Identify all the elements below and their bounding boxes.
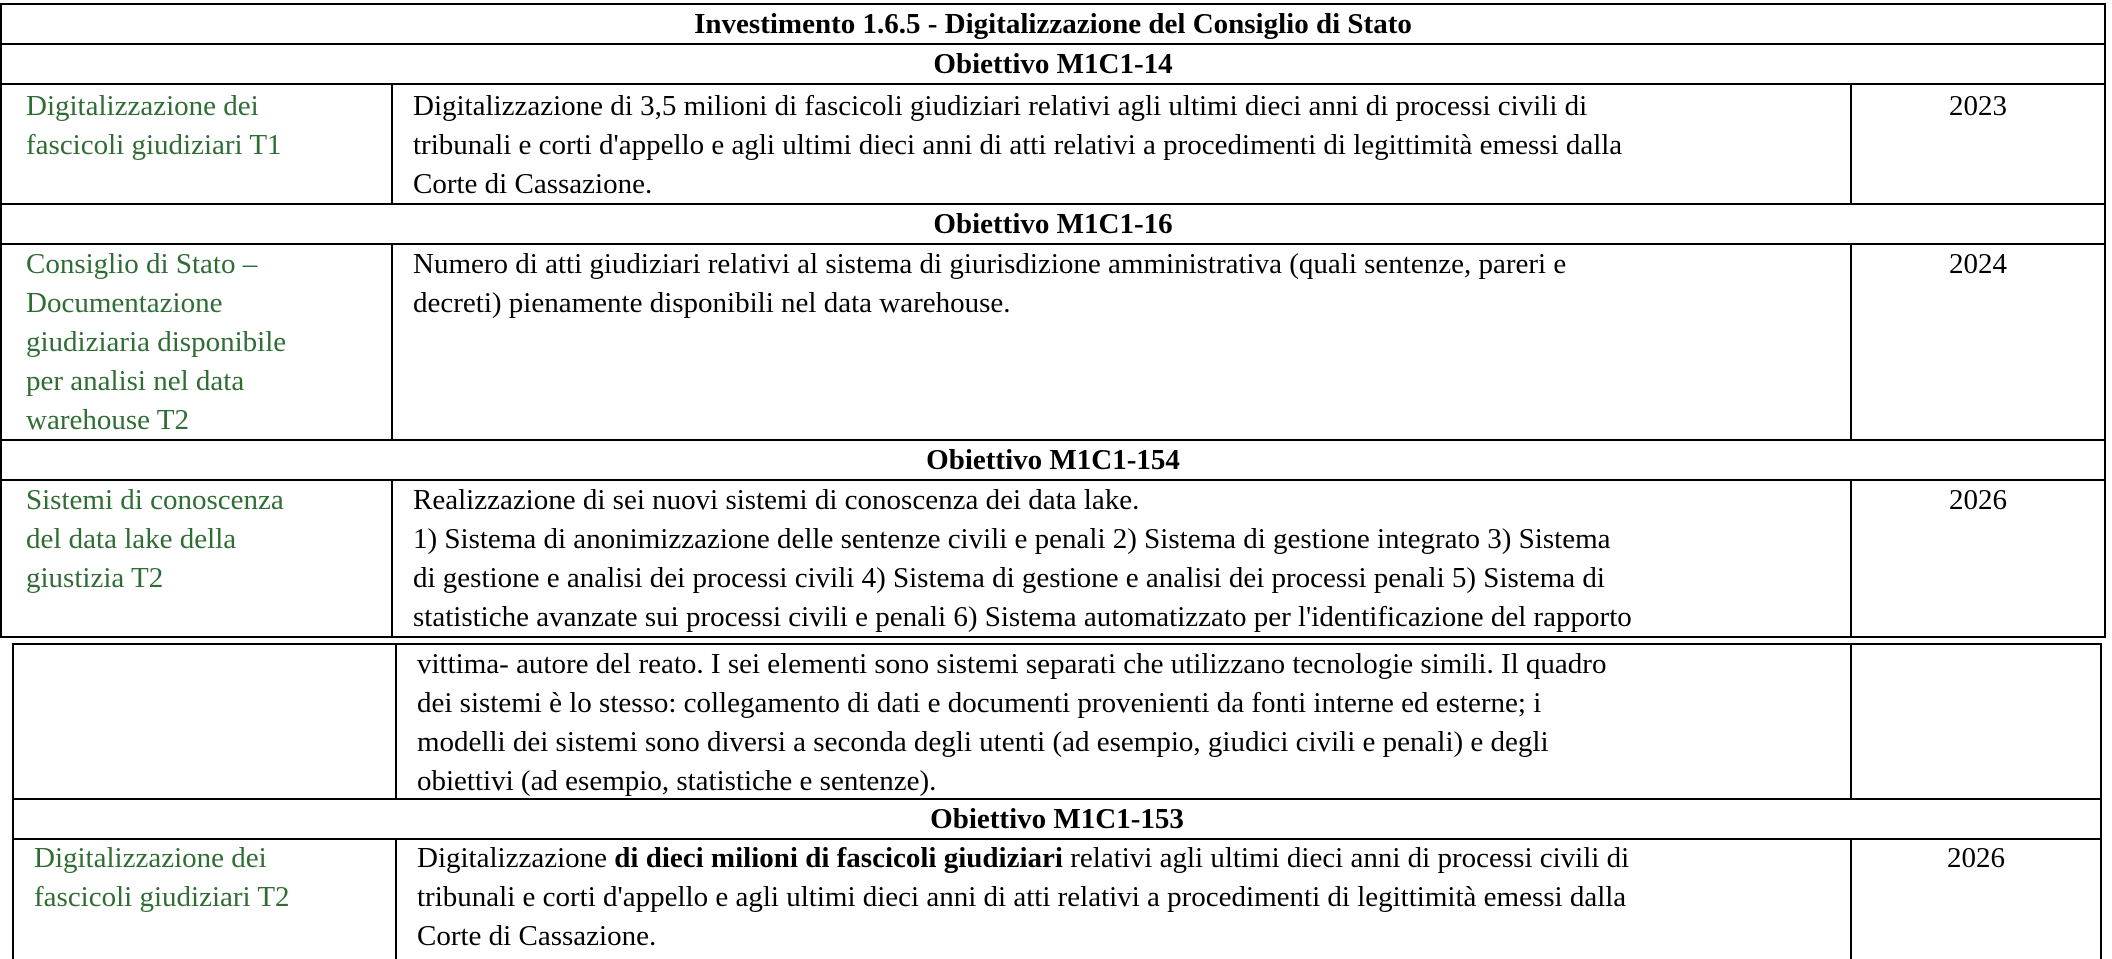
rule [0, 636, 2106, 638]
objective-year: 2026 [1949, 484, 2007, 516]
label-line: warehouse T2 [26, 404, 189, 436]
label-line: giudiziaria disponibile [26, 326, 287, 358]
rule [391, 479, 393, 637]
rule [12, 838, 14, 959]
rule [2100, 838, 2102, 959]
objective-description [413, 245, 1566, 323]
section-header: Obiettivo M1C1-154 [926, 444, 1180, 476]
objective-label [26, 245, 286, 440]
description-line: Numero di atti giudiziari relativi al sistema di giurisdizione amministrativa (quali sentenze, pareri e [413, 248, 1567, 280]
objective-year: 2026 [1947, 842, 2005, 874]
label-line: Digitalizzazione dei [26, 90, 259, 122]
rule [2104, 83, 2106, 203]
label-line: Sistemi di conoscenza [26, 484, 284, 516]
description-line: Corte di Cassazione. [413, 168, 653, 200]
table-title: Investimento 1.6.5 - Digitalizzazione del Consiglio di Stato [694, 8, 1412, 40]
description-line: obiettivi (ad esempio, statistiche e sentenze). [417, 765, 937, 797]
rule [2104, 479, 2106, 637]
description-line: tribunali e corti d'appello e agli ultimi dieci anni di atti relativi a procedimenti di legittimità emessi dalla [417, 881, 1627, 913]
rule [2100, 643, 2102, 798]
objective-description-continued [417, 645, 1606, 801]
label-line: del data lake della [26, 523, 237, 555]
objective-label [26, 87, 282, 165]
label-line: fascicoli giudiziari T1 [26, 129, 282, 161]
description-line: Corte di Cassazione. [417, 920, 657, 952]
description-line: 1) Sistema di anonimizzazione delle sentenze civili e penali 2) Sistema di gestione integrato 3) Sistema [413, 523, 1611, 555]
objective-label [34, 839, 290, 917]
section-header: Obiettivo M1C1-14 [933, 48, 1173, 80]
description-line: di gestione e analisi dei processi civili 4) Sistema di gestione e analisi dei processi penali 5) Sistema di [413, 562, 1605, 594]
rule [0, 243, 2, 439]
description-line: statistiche avanzate sui processi civili e penali 6) Sistema automatizzato per l'identificazione del rapporto [413, 601, 1632, 633]
rule [0, 83, 2106, 85]
description-line: dei sistemi è lo stesso: collegamento di dati e documenti provenienti da fonti interne ed esterne; i [417, 687, 1542, 719]
section-header: Obiettivo M1C1-16 [933, 208, 1173, 240]
label-line: Digitalizzazione dei [34, 842, 267, 874]
objective-label [26, 481, 284, 598]
rule [0, 479, 2, 637]
label-line: Consiglio di Stato – [26, 248, 258, 280]
objective-year: 2023 [1949, 90, 2007, 122]
description-line: decreti) pienamente disponibili nel data warehouse. [413, 287, 1011, 319]
description-rest: relativi agli ultimi dieci anni di processi civili di [1062, 842, 1630, 874]
description-line: tribunali e corti d'appello e agli ultimi dieci anni di atti relativi a procedimenti di legittimità emessi dalla [413, 129, 1623, 161]
rule [395, 838, 397, 959]
label-line: Documentazione [26, 287, 223, 319]
label-line: per analisi nel data [26, 365, 245, 397]
rule [391, 83, 393, 203]
rule [391, 243, 393, 439]
objective-year: 2024 [1949, 248, 2007, 280]
rule [0, 83, 2, 203]
objective-description [413, 481, 1632, 637]
rule [12, 643, 14, 798]
description-prefix: Digitalizzazione [417, 842, 615, 874]
description-line: modelli dei sistemi sono diversi a seconda degli utenti (ad esempio, giudici civili e penali) e degli [417, 726, 1549, 758]
label-line: fascicoli giudiziari T2 [34, 881, 290, 913]
label-line: giustizia T2 [26, 562, 164, 594]
description-line: Realizzazione di sei nuovi sistemi di conoscenza dei data lake. [413, 484, 1140, 516]
description-line [417, 839, 1629, 878]
objective-description [413, 87, 1622, 204]
rule [395, 643, 397, 798]
description-line: Digitalizzazione di 3,5 milioni di fascicoli giudiziari relativi agli ultimi dieci anni di processi civili di [413, 90, 1588, 122]
rule [2104, 243, 2106, 439]
description-line: vittima- autore del reato. I sei elementi sono sistemi separati che utilizzano tecnologie simili. Il quadro [417, 648, 1607, 680]
rule [1850, 643, 1852, 798]
section-header: Obiettivo M1C1-153 [930, 803, 1184, 835]
objective-description [417, 839, 1629, 956]
description-bold: di dieci milioni di fascicoli giudiziari [614, 842, 1063, 874]
